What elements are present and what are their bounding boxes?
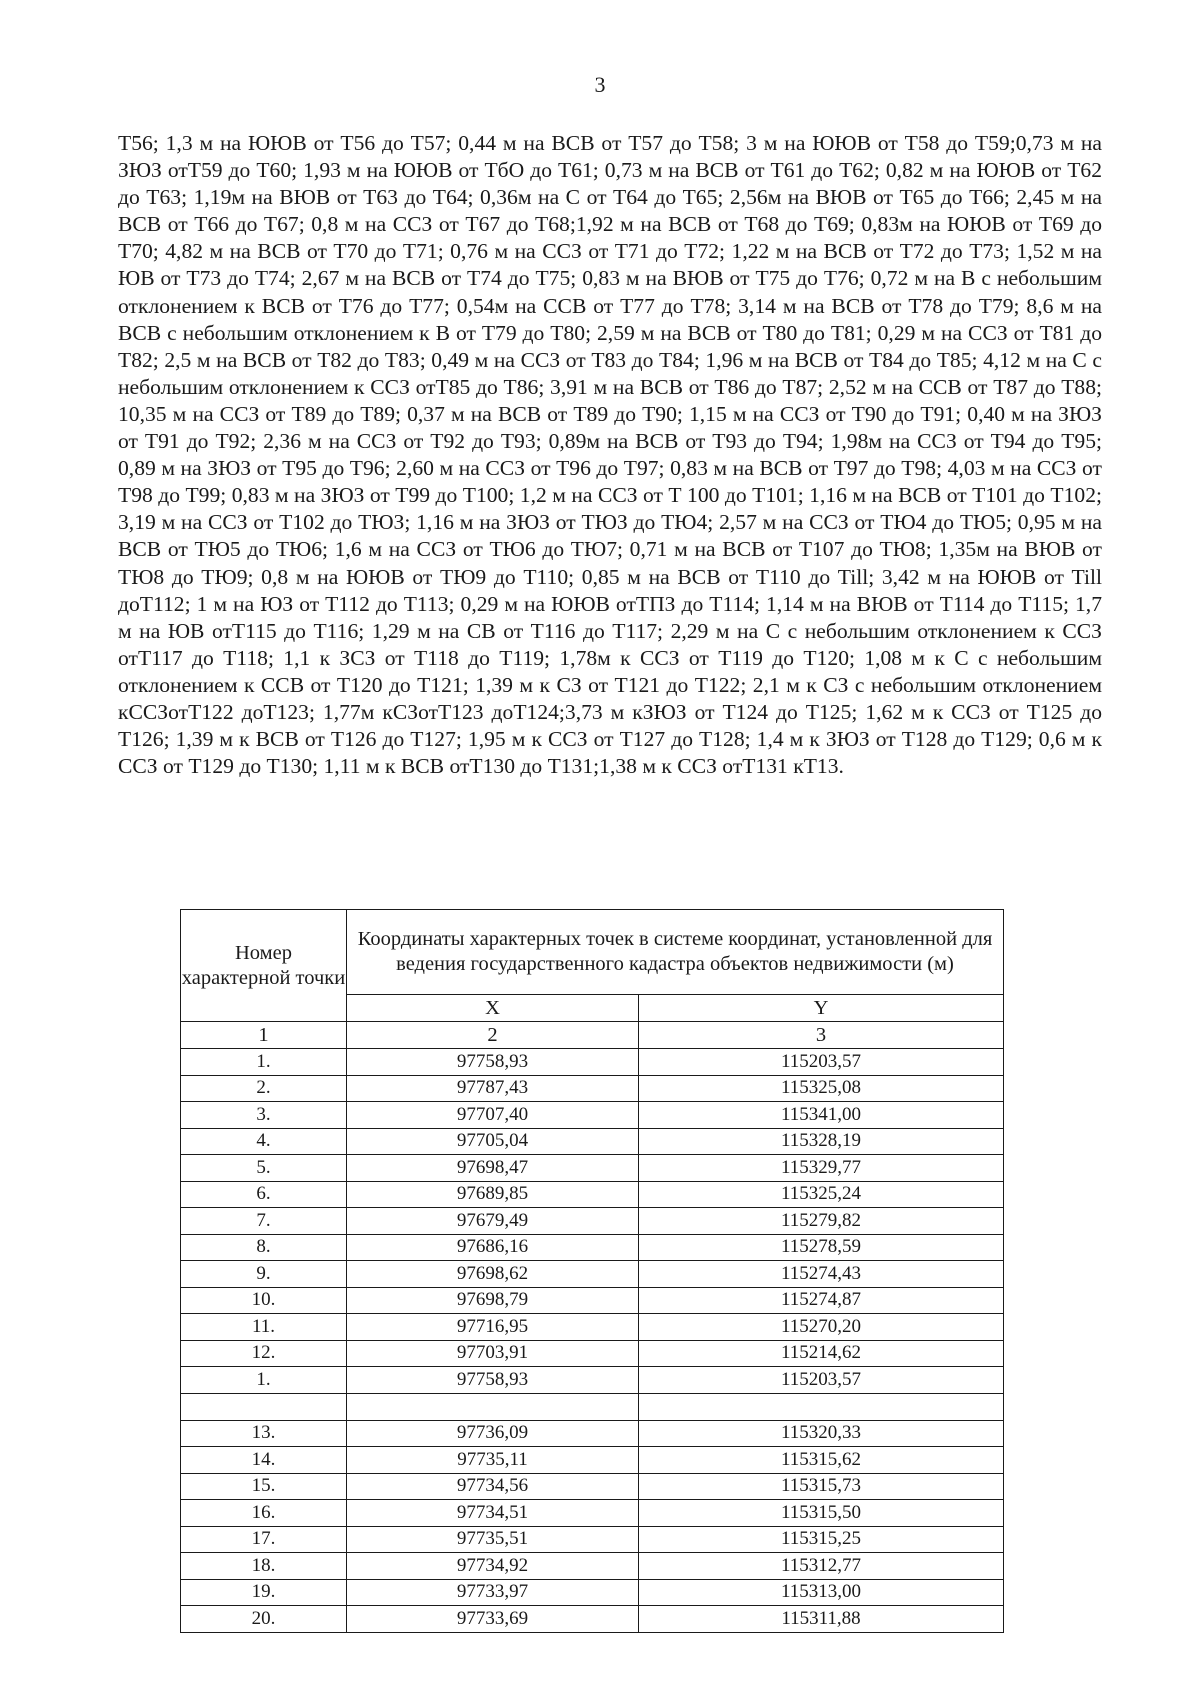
point-number-cell: 2.	[181, 1075, 347, 1102]
y-coordinate-cell: 115313,00	[639, 1579, 1004, 1606]
table-row	[181, 1526, 1004, 1553]
y-coordinate-cell: 115320,33	[639, 1420, 1004, 1447]
y-coordinate-cell: 115274,43	[639, 1261, 1004, 1288]
point-number-cell: 16.	[181, 1500, 347, 1527]
header-point-number: Номер характерной точки	[181, 910, 347, 1022]
point-number-cell	[181, 1393, 347, 1420]
x-coordinate-cell: 97733,69	[347, 1606, 639, 1633]
table-row	[181, 1181, 1004, 1208]
table-row	[181, 1102, 1004, 1129]
table-row	[181, 1049, 1004, 1076]
index-cell: 2	[347, 1022, 639, 1049]
y-coordinate-cell: 115341,00	[639, 1102, 1004, 1129]
y-coordinate-cell: 115270,20	[639, 1314, 1004, 1341]
point-number-cell: 9.	[181, 1261, 347, 1288]
x-coordinate-cell: 97734,51	[347, 1500, 639, 1527]
y-coordinate-cell: 115325,24	[639, 1181, 1004, 1208]
point-number-cell: 14.	[181, 1447, 347, 1474]
point-number-cell: 12.	[181, 1340, 347, 1367]
table-row	[181, 1447, 1004, 1474]
y-coordinate-cell	[639, 1393, 1004, 1420]
x-coordinate-cell: 97698,47	[347, 1155, 639, 1182]
x-coordinate-cell: 97679,49	[347, 1208, 639, 1235]
y-coordinate-cell: 115315,50	[639, 1500, 1004, 1527]
table-row	[181, 1075, 1004, 1102]
coordinates-table	[180, 909, 1004, 1633]
y-coordinate-cell: 115315,62	[639, 1447, 1004, 1474]
table-header-row	[181, 910, 1004, 995]
table-row	[181, 1128, 1004, 1155]
x-coordinate-cell: 97703,91	[347, 1340, 639, 1367]
y-coordinate-cell: 115328,19	[639, 1128, 1004, 1155]
y-coordinate-cell: 115278,59	[639, 1234, 1004, 1261]
x-coordinate-cell: 97758,93	[347, 1367, 639, 1394]
point-number-cell: 11.	[181, 1314, 347, 1341]
point-number-cell: 5.	[181, 1155, 347, 1182]
point-number-cell: 8.	[181, 1234, 347, 1261]
x-coordinate-cell: 97707,40	[347, 1102, 639, 1129]
y-coordinate-cell: 115274,87	[639, 1287, 1004, 1314]
point-number-cell: 6.	[181, 1181, 347, 1208]
table-row	[181, 1553, 1004, 1580]
x-coordinate-cell: 97758,93	[347, 1049, 639, 1076]
point-number-cell: 4.	[181, 1128, 347, 1155]
y-coordinate-cell: 115279,82	[639, 1208, 1004, 1235]
x-coordinate-cell: 97735,51	[347, 1526, 639, 1553]
point-number-cell: 10.	[181, 1287, 347, 1314]
point-number-cell: 13.	[181, 1420, 347, 1447]
x-coordinate-cell: 97733,97	[347, 1579, 639, 1606]
y-coordinate-cell: 115312,77	[639, 1553, 1004, 1580]
table-row	[181, 1234, 1004, 1261]
x-coordinate-cell: 97736,09	[347, 1420, 639, 1447]
point-number-cell: 15.	[181, 1473, 347, 1500]
boundary-description-paragraph: Т56; 1,3 м на ЮЮВ от Т56 до Т57; 0,44 м на ВСВ от Т57 до Т58; 3 м на ЮЮВ от Т58 до Т59;0,73 м на ЗЮЗ отТ59 до Т60; 1,93 м на ЮЮВ от ТбО до Т61; 0,73 м на ВСВ от Т61 до Т62; 0,82 м на ЮЮВ от Т62 до Т63; 1,19м на ВЮВ от Т63 до Т64; 0,36м на С от Т64 до Т65; 2,56м на ВЮВ от Т65 до Т66; 2,45 м на ВСВ от Т66 до Т67; 0,8 м на ССЗ от Т67 до Т68;1,92 м на ВСВ от Т68 до Т69; 0,83м на ЮЮВ от Т69 до Т70; 4,82 м на ВСВ от Т70 до Т71; 0,76 м на ССЗ от Т71 до Т72; 1,22 м на ВСВ от Т72 до Т73; 1,52 м на ЮВ от Т73 до Т74; 2,67 м на ВСВ от Т74 до Т75; 0,83 м на ВЮВ от Т75 до Т76; 0,72 м на В с небольшим отклонением к ВСВ от Т76 до Т77; 0,54м на ССВ от Т77 до Т78; 3,14 м на ВСВ от Т78 до Т79; 8,6 м на ВСВ с небольшим отклонением к В от Т79 до Т80; 2,59 м на ВСВ от Т80 до Т81; 0,29 м на ССЗ от Т81 до Т82; 2,5 м на ВСВ от Т82 до Т83; 0,49 м на ССЗ от Т83 до Т84; 1,96 м на ВСВ от Т84 до Т85; 4,12 м на С с небольшим отклонением к ССЗ отТ85 до Т86; 3,91 м на ВСВ от Т86 до Т87; 2,52 м на ССВ от Т87 до Т88; 10,35 м на ССЗ от Т89 до Т89; 0,37 м на ВСВ от Т89 до Т90; 1,15 м на ССЗ от Т90 до Т91; 0,40 м на ЗЮЗ от Т91 до Т92; 2,36 м на ССЗ от Т92 до Т93; 0,89м на ВСВ от Т93 до Т94; 1,98м на ССЗ от Т94 до Т95; 0,89 м на ЗЮЗ от Т95 до Т96; 2,60 м на ССЗ от Т96 до Т97; 0,83 м на ВСВ от Т97 до Т98; 4,03 м на ССЗ от Т98 до Т99; 0,83 м на ЗЮЗ от Т99 до Т100; 1,2 м на ССЗ от Т 100 до Т101; 1,16 м на ВСВ от Т101 до Т102; 3,19 м на ССЗ от Т102 до ТЮЗ; 1,16 м на ЗЮЗ от ТЮЗ до ТЮ4; 2,57 м на ССЗ от ТЮ4 до ТЮ5; 0,95 м на ВСВ от ТЮ5 до ТЮ6; 1,6 м на ССЗ от ТЮ6 до ТЮ7; 0,71 м на ВСВ от Т107 до ТЮ8; 1,35м на ВЮВ от ТЮ8 до ТЮ9; 0,8 м на ЮЮВ от ТЮ9 до Т110; 0,85 м на ВСВ от Т110 до Till; 3,42 м на ЮЮВ от Till доТ112; 1 м на ЮЗ от Т112 до Т113; 0,29 м на ЮЮВ отТПЗ до Т114; 1,14 м на ВЮВ от Т114 до Т115; 1,7 м на ЮВ отТ115 до Т116; 1,29 м на СВ от Т116 до Т117; 2,29 м на С с небольшим отклонением к ССЗ отТ117 до Т118; 1,1 к ЗСЗ от Т118 до Т119; 1,78м к ССЗ от Т119 до Т120; 1,08 м к С с небольшим отклонением к ССВ от Т120 до Т121; 1,39 м к СЗ от Т121 до Т122; 2,1 м к СЗ с небольшим отклонением кССЗотТ122 доТ123; 1,77м кСЗотТ123 доТ124;3,73 м кЗЮЗ от Т124 до Т125; 1,62 м к ССЗ от Т125 до Т126; 1,39 м к ВСВ от Т126 до Т127; 1,95 м к ССЗ от Т127 до Т128; 1,4 м к ЗЮЗ от Т128 до Т129; 0,6 м к ССЗ от Т129 до Т130; 1,11 м к ВСВ отТ130 до Т131;1,38 м к ССЗ отТ131 кТ13.	[118, 131, 1102, 779]
x-coordinate-cell	[347, 1393, 639, 1420]
index-cell: 3	[639, 1022, 1004, 1049]
x-coordinate-cell: 97735,11	[347, 1447, 639, 1474]
y-coordinate-cell: 115315,25	[639, 1526, 1004, 1553]
x-coordinate-cell: 97734,92	[347, 1553, 639, 1580]
y-coordinate-cell: 115325,08	[639, 1075, 1004, 1102]
point-number-cell: 18.	[181, 1553, 347, 1580]
point-number-cell: 17.	[181, 1526, 347, 1553]
point-number-cell: 3.	[181, 1102, 347, 1129]
x-coordinate-cell: 97734,56	[347, 1473, 639, 1500]
x-coordinate-cell: 97705,04	[347, 1128, 639, 1155]
page-number: 3	[594, 72, 606, 97]
point-number-cell: 19.	[181, 1579, 347, 1606]
index-cell: 1	[181, 1022, 347, 1049]
table-row	[181, 1287, 1004, 1314]
point-number-cell: 20.	[181, 1606, 347, 1633]
y-coordinate-cell: 115214,62	[639, 1340, 1004, 1367]
point-number-cell: 1.	[181, 1049, 347, 1076]
table-row	[181, 1367, 1004, 1394]
table-row	[181, 1420, 1004, 1447]
table-row	[181, 1314, 1004, 1341]
table-row	[181, 1155, 1004, 1182]
table-row	[181, 1208, 1004, 1235]
header-coordinates: Координаты характерных точек в системе координат, установленной для ведения государственного кадастра объектов недвижимости (м)	[347, 910, 1004, 995]
x-coordinate-cell: 97686,16	[347, 1234, 639, 1261]
y-coordinate-cell: 115203,57	[639, 1049, 1004, 1076]
table-row	[181, 1261, 1004, 1288]
x-coordinate-cell: 97716,95	[347, 1314, 639, 1341]
x-coordinate-cell: 97689,85	[347, 1181, 639, 1208]
x-coordinate-cell: 97787,43	[347, 1075, 639, 1102]
table-row	[181, 1606, 1004, 1633]
header-x: X	[347, 995, 639, 1022]
table-row	[181, 1500, 1004, 1527]
header-y: Y	[639, 995, 1004, 1022]
y-coordinate-cell: 115203,57	[639, 1367, 1004, 1394]
y-coordinate-cell: 115311,88	[639, 1606, 1004, 1633]
point-number-cell: 7.	[181, 1208, 347, 1235]
table-row	[181, 1340, 1004, 1367]
x-coordinate-cell: 97698,79	[347, 1287, 639, 1314]
table-row	[181, 1473, 1004, 1500]
table-separator-row	[181, 1393, 1004, 1420]
x-coordinate-cell: 97698,62	[347, 1261, 639, 1288]
table-row	[181, 1579, 1004, 1606]
point-number-cell: 1.	[181, 1367, 347, 1394]
table-index-row	[181, 1022, 1004, 1049]
y-coordinate-cell: 115329,77	[639, 1155, 1004, 1182]
y-coordinate-cell: 115315,73	[639, 1473, 1004, 1500]
